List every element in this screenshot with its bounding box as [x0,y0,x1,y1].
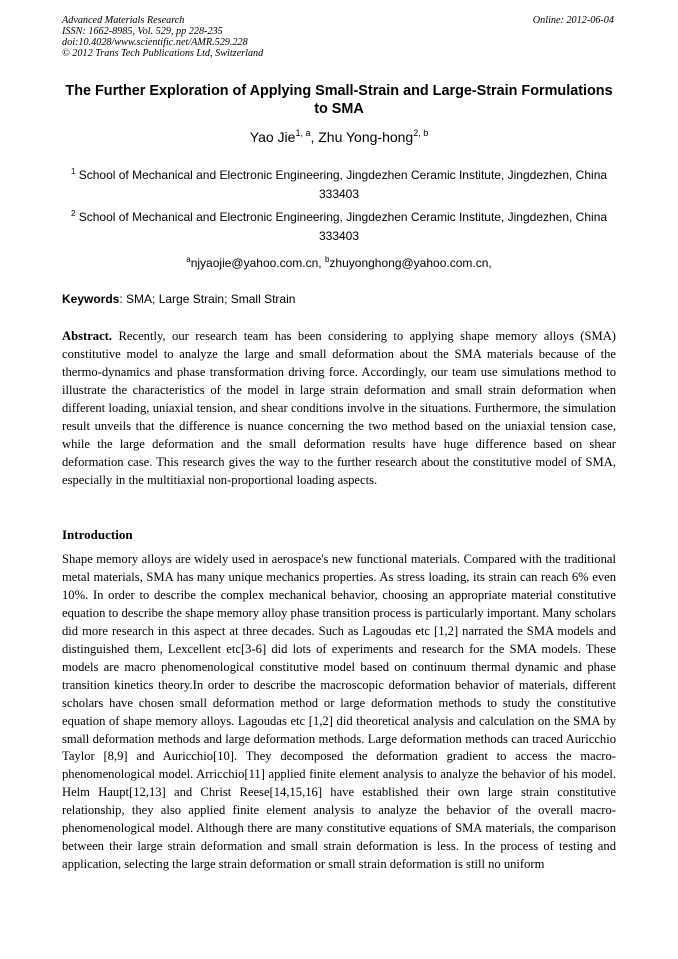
author-name: Yao Jie [249,129,296,145]
email-marker: a [186,255,191,264]
doi-line: doi:10.4028/www.scientific.net/AMR.529.228 [62,37,248,48]
author-separator: , [310,129,319,145]
abstract-label: Abstract. [62,329,113,343]
affiliation [62,166,616,204]
affiliation [62,208,616,246]
author-affiliation-marker: 2, b [413,128,429,138]
keywords [62,291,616,307]
affiliation-text: School of Mechanical and Electronic Engineering, Jingdezhen Ceramic Institute, Jingdezhen, China 333403 [75,210,608,243]
abstract [62,328,616,490]
email-line [62,254,616,272]
author-affiliation-marker: 1, a [295,128,311,138]
affiliation-marker: 1 [70,167,76,176]
abstract-text: Recently, our research team has been considering to applying shape memory alloys (SMA) constitutive model to analyze the large and small deformation about the SMA materials because of the thermo-dynamics and phase transformation driving force. Accordingly, our team use simulations method to illustrate the characteristics of the model in large strain deformation and small strain deformation when different loading, uniaxial tension, and shear conditions involve in the situations. Furthermore, the simulation result unveils that the difference is nuance concerning the two method based on the uniaxial tension case, while the large deformation and the small deformation results have huge difference based on shear deformation case. This research gives the way to the further research about the constitutive model of SMA, especially in the multitiaxial non-proportional loading aspects. [62,329,616,487]
journal-header [62,15,263,59]
introduction-paragraph: Shape memory alloys are widely used in aerospace's new functional materials. Compared with the traditional metal materials, SMA has many unique mechanics properties. As stress loading, its strain can reach 6% even 10%. In order to describe the complex mechanical behavior, choosing an appropriate material constitutive equation to describe the shape memory alloy phase transition process is particularly important. Many scholars did more research in this aspect at three decades. Such as Lagoudas etc [1,2] narrated the SMA models and distinguished them, Lexcellent etc[3-6] did lots of experiments and research for the SMA models. These models are macro phenomenological constitutive model based on continuum thermal dynamic and phase transition kinetics theory.In order to describe the macroscopic deformation behavior of materials, different scholars have chosen small deformation method or large deformation methods to study the constitutive equation of shape memory alloys. Lagoudas etc [1,2] did theoretical analysis and calculation on the SMA by small deformation methods and large deformation methods. Large deformation methods can traced Auricchio Taylor [8,9] and Auricchio[10]. They decomposed the deformation gradient to access the macro-phenomenological model. Arricchio[11] applied finite element analysis to analyze the behavior of his model. Helm Haupt[12,13] and Christ Reese[14,15,16] have established their own large strain constitutive relationship, they also applied finite element analysis to analyze the behavior of the overall macro-phenomenological model. Although there are many constitutive equations of SMA materials, the comparison between their large strain deformation and small strain deformation is less. In the process of testing and application, selecting the large strain deformation or small strain deformation is still no uniform [62,552,616,872]
copyright-line: © 2012 Trans Tech Publications Ltd, Switzerland [62,48,264,59]
email-address: zhuyonghong@yahoo.com.cn, [329,256,492,270]
issn-line: ISSN: 1662-8985, Vol. 529, pp 228-235 [62,26,223,37]
email-address: njyaojie@yahoo.com.cn, [190,256,325,270]
keywords-label: Keywords [62,292,120,306]
affiliation-marker: 2 [70,209,76,218]
affiliation-text: School of Mechanical and Electronic Engineering, Jingdezhen Ceramic Institute, Jingdezhen, China 333403 [75,168,608,201]
author-line [62,128,616,146]
keywords-text: : SMA; Large Strain; Small Strain [119,292,296,306]
online-date: Online: 2012-06-04 [532,15,614,26]
section-heading-introduction: Introduction [62,527,133,542]
author-name: Zhu Yong-hong [318,129,414,145]
paper-title: The Further Exploration of Applying Small-Strain and Large-Strain Formulations to SMA [65,83,613,117]
email-marker: b [324,255,330,264]
journal-name: Advanced Materials Research [62,15,185,26]
